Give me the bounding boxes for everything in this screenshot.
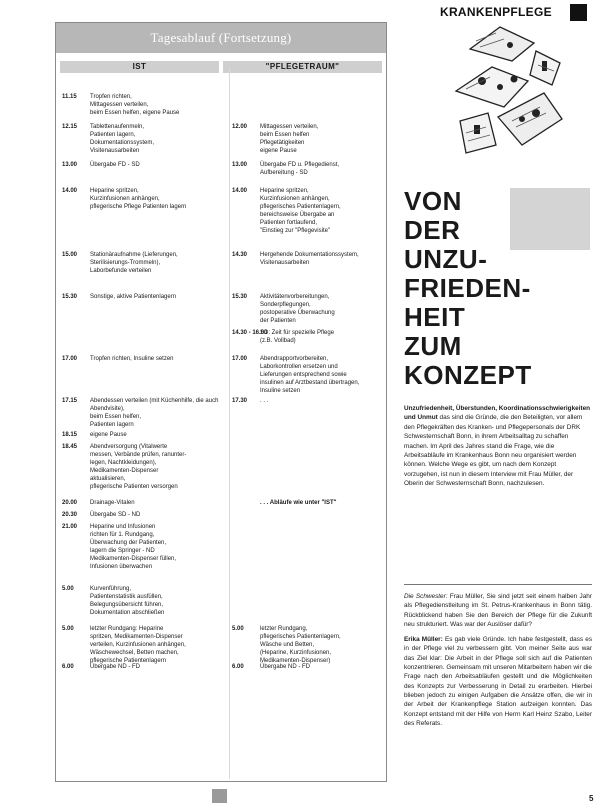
- time-ist: 15.30: [62, 294, 78, 300]
- time-ist: 17.15: [62, 398, 78, 404]
- page-number: 5: [589, 794, 594, 803]
- activity-pflegetraum: . . . Abläufe wie unter "IST": [260, 500, 337, 506]
- time-ist: 12.15: [62, 124, 78, 130]
- activity-pflegetraum: Heparine spritzen, Kurzinfusionen anhängen, pflegerisches Patientenlagern, bereichsweise Übergabe an Patienten fortlaufend, "Einstieg zur "Pflegevisite": [260, 188, 341, 234]
- time-ist: 5.00: [62, 626, 74, 632]
- activity-pflegetraum: Mittagessen verteilen, beim Essen helfen Pflegetätigkeiten eigene Pause: [260, 124, 319, 154]
- activity-ist: letzter Rundgang: Heparine spritzen, Medikamenten-Dispenser verteilen, Kurzinfusionen anhängen, Wäschewechsel, Betten machen, pflegerische Patientenlagern: [90, 626, 186, 664]
- activity-ist: eigene Pause: [90, 432, 127, 438]
- activity-ist: Übergabe FD - SD: [90, 162, 140, 168]
- activity-ist: Übergabe SD - ND: [90, 512, 141, 518]
- headline-line: HEIT: [404, 302, 466, 332]
- article-divider: [404, 584, 592, 585]
- activity-pflegetraum: SD: Zeit für spezielle Pflege (z.B. Vollbad): [260, 330, 335, 344]
- time-pflegetraum: 14.30 - 16.00: [232, 330, 268, 336]
- schedule-banner: Tagesablauf (Fortsetzung): [56, 23, 386, 53]
- activity-ist: Tablettenaufenmeln, Patienten lagern, Dokumentationssystem, Visitenausarbeiten: [90, 124, 155, 154]
- activity-ist: Heparine spritzen, Kurzinfusionen anhängen, pflegerische Pflege Patienten lagern: [90, 188, 187, 210]
- intro-lead: Unzufriedenheit, Überstunden, Koordinationsschwierigkeiten und Unmut: [404, 405, 591, 422]
- schedule-column-headers: [60, 61, 382, 73]
- schedule-panel: [55, 22, 387, 782]
- time-pflegetraum: 6.00: [232, 664, 244, 670]
- time-ist: 5.00: [62, 586, 74, 592]
- activity-ist: Heparine und Infusionen richten für 1. Rundgang, Überwachung der Patienten, lagern die Springer - ND Medikamenten-Dispenser füllen, Infusionen überwachen: [90, 524, 177, 570]
- graphic-title: KRANKENPFLEGE: [440, 5, 552, 19]
- time-ist: 14.00: [62, 188, 78, 194]
- column-header-ist: IST: [60, 61, 219, 73]
- time-pflegetraum: 14.00: [232, 188, 248, 194]
- column-header-pflegetraum: "PFLEGETRAUM": [223, 61, 382, 73]
- time-ist: 21.00: [62, 524, 78, 530]
- activity-ist: Sonstige, aktive Patientenlagern: [90, 294, 177, 300]
- activity-pflegetraum: Aktivitätenvorbereitungen, Sonderpflegungen, postoperative Überwachung der Patienten: [260, 294, 335, 324]
- time-ist: 20.30: [62, 512, 78, 518]
- board-game-illustration: [452, 21, 564, 164]
- activity-pflegetraum: Übergabe ND - FD: [260, 664, 311, 670]
- time-ist: 15.00: [62, 252, 78, 258]
- body-paragraph: Es gab viele Gründe. Ich habe festgestellt, dass es in der Pflege viel zu verbessern gibt. Von meiner Seite aus war das Ziel klar: Die Arbeit in der Pflege soll sich auf die Patienten konzentrieren. Gemeinsam mit unseren Mitarbeitern haben wir die Frage nach den Arbeitsabläufen gestellt und die Möglichkeiten des Konzepts zur Verbesserung in Detail zu erarbeiten. Hierbei blieben jedoch zu einigen Aufgaben die Ansätze offen, die wir in der Arbeit der Krankenpflege Station aufzeigen konnten. Das Konzept entstand mit der Hilfe von Herrn Karl Heinz Szabo, Leiter des Referats.: [404, 636, 593, 727]
- time-pflegetraum: 17.00: [232, 356, 248, 362]
- activity-ist: Stationäraufnahme (Lieferungen, Sterilisierungs-Trommeln), Laborbefunde verteilen: [90, 252, 178, 274]
- time-ist: 17.00: [62, 356, 78, 362]
- activity-pflegetraum: . . .: [260, 398, 269, 404]
- headline-line: ZUM: [404, 331, 462, 361]
- time-pflegetraum: 12.00: [232, 124, 248, 130]
- activity-ist: Abendversorgung (Vitalwerte messen, Verbände prüfen, ranunter- legen, Nachtkleidungen), Medikamenten-Dispenser aktualisieren, pflegerische Patienten versorgen: [90, 444, 187, 490]
- time-pflegetraum: 15.30: [232, 294, 248, 300]
- headline-line: UNZU-: [404, 244, 488, 274]
- article-headline: [404, 187, 594, 390]
- time-ist: 13.00: [62, 162, 78, 168]
- column-divider: [229, 67, 230, 779]
- time-pflegetraum: 14.30: [232, 252, 248, 258]
- time-ist: 18.45: [62, 444, 78, 450]
- time-pflegetraum: 17.30: [232, 398, 248, 404]
- section-graphic: [428, 4, 565, 166]
- intro-text: das sind die Gründe, die den Beteiligten, vor allem den Pflegekräften des Kranken- und Pflegepersonals der DRK Schwesternschaft Bonn, in ihrem Arbeitsalltag zu schaffen machen. Im April des Jahres stand die Frage, wie die Arbeitsabläufe im Krankenhaus Bonn neu organisiert werden können. Welche Wege es gibt, um nach dem Konzept vorzugehen, ist nun in diesem Interview mit Frau Müller, der Oberin der Schwesternschaft Bonn, nachzulesen.: [404, 414, 583, 488]
- section-marker-square: [570, 4, 587, 21]
- page-marker-square: [212, 789, 227, 803]
- activity-pflegetraum: Übergabe FD u. Pflegedienst, Aufbereitung - SD: [260, 162, 340, 176]
- speaker-label: Die Schwester:: [404, 593, 448, 600]
- time-ist: 11.15: [62, 94, 77, 100]
- activity-ist: Tropfen richten, Insuline setzen: [90, 356, 174, 362]
- activity-pflegetraum: Abendrapportvorbereiten, Laborkontrollen ersetzen und Lieferungen entsprechend sowie insulinen auf Arztbestand übertragen, Insuline setzen: [260, 356, 360, 394]
- activity-ist: Tropfen richten, Mittagessen verteilen, beim Essen helfen, eigene Pause: [90, 94, 180, 116]
- activity-ist: Übergabe ND - FD: [90, 664, 141, 670]
- headline-line: FRIEDEN-: [404, 273, 531, 303]
- activity-pflegetraum: letzter Rundgang, pflegerisches Patientenlagern, Wäsche und Betten, (Heparine, Kurzinfusionen, Medikamenten-Dispenser): [260, 626, 341, 664]
- activity-ist: Kurvenführung, Patientenstatistik ausfüllen, Belegungsübersicht führen, Dokumentation abschließen: [90, 586, 165, 616]
- time-pflegetraum: 5.00: [232, 626, 244, 632]
- article-body: [404, 592, 592, 734]
- speaker-label: Erika Müller:: [404, 636, 443, 644]
- time-ist: 18.15: [62, 432, 78, 438]
- time-ist: 20.00: [62, 500, 78, 506]
- time-pflegetraum: 13.00: [232, 162, 248, 168]
- time-ist: 6.00: [62, 664, 74, 670]
- headline-line: KONZEPT: [404, 360, 532, 390]
- activity-ist: Drainage-Vitalen: [90, 500, 135, 506]
- activity-pflegetraum: Hergehende Dokumentationssystem, Visitenausarbeiten: [260, 252, 359, 266]
- headline-line: DER: [404, 215, 461, 245]
- headline-line: VON: [404, 186, 462, 216]
- article-intro: [404, 404, 592, 489]
- activity-ist: Abendessen verteilen (mit Küchenhilfe, die auch Abendvisite), beim Essen helfen, Patienten lagern: [90, 398, 219, 428]
- body-paragraph: Frau Müller, Sie sind jetzt seit einem halben Jahr als Pflegedienstleitung im St. Petrus-Krankenhaus in Bonn tätig. Rückblickend haben Sie den Bereich der Pflege für die Zukunft neu strukturiert. Was war der Auslöser dafür?: [404, 593, 592, 628]
